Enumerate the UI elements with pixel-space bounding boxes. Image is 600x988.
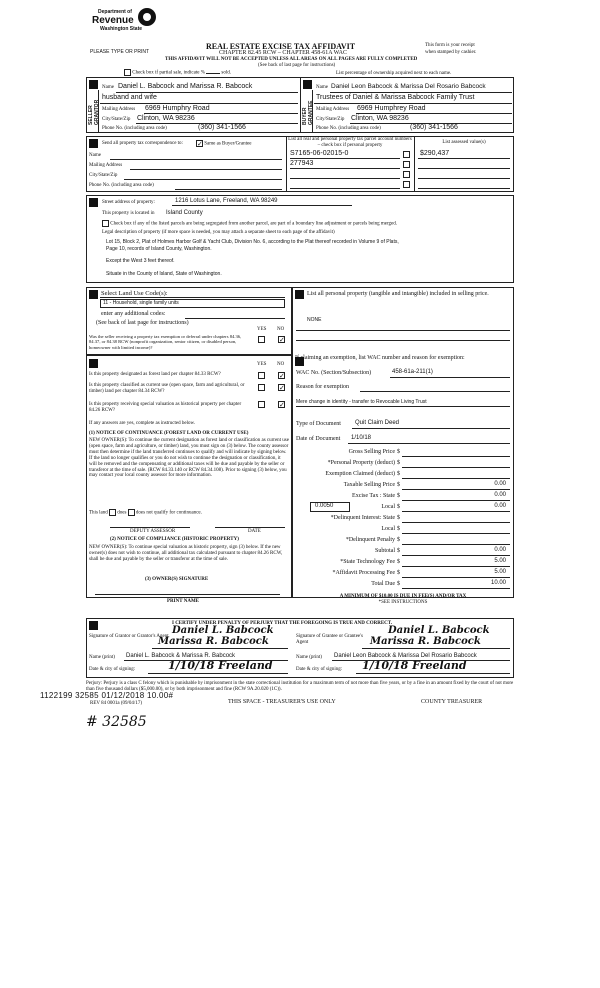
calc-value: 10.00 xyxy=(490,580,506,586)
reason-label: Reason for exemption xyxy=(296,384,349,390)
personal-property-value: NONE xyxy=(307,317,322,323)
segregated-row xyxy=(102,220,510,228)
calc-label: Taxable Selling Price xyxy=(343,482,395,488)
print-name-label: PRINT NAME xyxy=(167,599,199,604)
calc-value: 0.00 xyxy=(494,481,506,487)
recording-stamp: 1122199 32585 01/12/2018 10.00# xyxy=(40,691,174,700)
section-8-marker xyxy=(89,621,98,630)
seller-phone-label: Phone No. (including area code) xyxy=(102,126,167,131)
grantor-date-city: 1/10/18 Freeland xyxy=(168,659,273,672)
calc-row xyxy=(296,579,510,590)
partial-sale-checkbox[interactable] xyxy=(124,69,131,76)
seller-city: Clinton, WA 98236 xyxy=(137,115,195,122)
calc-row xyxy=(296,546,510,557)
minimum-note: A MINIMUM OF $10.00 IS DUE IN FEE(S) AND/OR TAX xyxy=(339,594,467,599)
does-not-checkbox[interactable] xyxy=(128,509,135,516)
handwritten-receipt-number: # 32585 xyxy=(86,714,147,730)
form-warning: THIS AFFIDAVIT WILL NOT BE ACCEPTED UNLESS ALL AREAS ON ALL PAGES ARE FULLY COMPLETED xyxy=(165,57,418,62)
calc-currency: $ xyxy=(397,515,400,521)
wac-label: WAC No. (Section/Subsection) xyxy=(296,370,372,376)
local-rate-field[interactable]: 0.0050 xyxy=(310,502,350,512)
does-label: does xyxy=(117,510,127,516)
deputy-assessor-label: DEPUTY ASSESSOR xyxy=(130,529,176,534)
calc-row xyxy=(296,513,510,524)
personal-property-label: List all personal property (tangible and intangible) included in selling price. xyxy=(307,291,489,297)
seller-mailing: 6969 Humphry Road xyxy=(145,105,210,112)
county-treasurer: COUNTY TREASURER xyxy=(421,699,483,705)
seller-name-label: Name xyxy=(102,85,114,90)
forest-no-checkbox[interactable] xyxy=(278,372,285,379)
seller-name: Daniel L. Babcock and Marissa R. Babcock xyxy=(118,83,253,90)
sec5-no-header: NO xyxy=(277,327,285,332)
receipt-note-2: when stamped by cashier. xyxy=(425,50,477,55)
sig-grantor-2: Marissa R. Babcock xyxy=(158,636,269,647)
calc-label: Subtotal xyxy=(374,548,395,554)
doc-type-value: Quit Claim Deed xyxy=(355,420,400,426)
buyer-mailing: 6969 Humphrey Road xyxy=(357,105,426,112)
calc-value: 0.00 xyxy=(494,547,506,553)
nonprofit-no-checkbox[interactable] xyxy=(278,336,285,343)
grantee-date-label: Date & city of signing: xyxy=(296,667,343,672)
grantor-print-name: Daniel L. Babcock & Marissa R. Babcock xyxy=(126,653,236,659)
same-as-label: Same as Buyer/Grantee xyxy=(204,141,252,147)
calc-currency: $ xyxy=(397,460,400,466)
assessed-1: $290,437 xyxy=(420,150,450,157)
sec3-mailing-label: Mailing Address xyxy=(89,163,123,168)
legal-1: Lot 15, Block 2, Plat of Holmes Harbor Golf & Yacht Club, Division No. 6, according to the Plat thereof recorded in Volume 9 of Plats, xyxy=(106,239,399,245)
calc-label: Local xyxy=(381,504,395,510)
logo-main: Revenue xyxy=(92,15,134,26)
calc-currency: $ xyxy=(397,581,400,587)
sec3-name-label: Name xyxy=(89,153,101,158)
does-not-label: does not xyxy=(135,510,153,516)
qualify-label: qualify for continuance. xyxy=(153,510,202,516)
calc-currency: $ xyxy=(397,471,400,477)
buyer-name-2: Trustees of Daniel & Marissa Babcock Family Trust xyxy=(316,94,475,101)
parcel-list-header: List all real and personal property tax parcel account numbers – check box if personal property xyxy=(288,137,412,148)
parcel-2-personal-checkbox[interactable] xyxy=(403,161,410,168)
land-use-code-field[interactable]: 11 - Household, single family units xyxy=(100,299,285,308)
segregated-checkbox[interactable] xyxy=(102,220,109,227)
exemption-label: If claiming an exemption, list WAC number and reason for exemption: xyxy=(295,355,465,361)
calc-row xyxy=(296,502,510,513)
calc-label: *State Technology Fee xyxy=(340,559,395,565)
calc-label: *Affidavit Processing Fee xyxy=(332,570,395,576)
legal-4: Situate in the County of Island, State of Washington. xyxy=(106,271,222,277)
parcel-4-personal-checkbox[interactable] xyxy=(403,181,410,188)
street-label: Street address of property: xyxy=(102,200,155,205)
q-current-use: Is this property classified as current use (open space, farm and agricultural, or timber) land per chapter 84.34 RCW? xyxy=(89,383,245,394)
calc-currency: $ xyxy=(397,570,400,576)
grantor-print-label: Name (print) xyxy=(89,655,115,660)
logo-emblem-icon xyxy=(138,8,156,26)
buyer-city: Clinton, WA 98236 xyxy=(351,115,409,122)
buyer-phone-label: Phone No. (including area code) xyxy=(316,126,381,131)
calc-row xyxy=(296,557,510,568)
calc-value: 5.00 xyxy=(494,569,506,575)
section-7-marker xyxy=(295,290,304,299)
dor-logo xyxy=(92,6,162,40)
notice1-title: (1) NOTICE OF CONTINUANCE (FOREST LAND OR CURRENT USE) xyxy=(89,431,249,436)
calc-label: Excise Tax : State xyxy=(352,493,395,499)
land-use-title: Select Land Use Code(s): xyxy=(101,290,168,297)
buyer-side-label: BUYER GRANTEE xyxy=(302,100,314,125)
continuance-row xyxy=(89,509,202,517)
section-6-marker xyxy=(89,359,98,368)
land-use-see-back: (See back of last page for instructions) xyxy=(96,320,189,326)
section-5-marker xyxy=(89,290,98,299)
calc-label: Exemption Claimed (deduct) xyxy=(325,471,395,477)
grantee-print-name: Daniel Leon Babcock & Marissa Del Rosario Babcock xyxy=(334,653,477,659)
see-back-note: (See back of last page for instructions) xyxy=(258,63,336,68)
legal-2: Page 10, records of Island County, Washington. xyxy=(106,246,212,252)
sec5-yes-header: YES xyxy=(257,327,267,332)
additional-codes-label: enter any additional codes: xyxy=(101,311,166,317)
calc-currency: $ xyxy=(397,449,400,455)
same-as-checkbox[interactable] xyxy=(196,140,203,147)
calc-label: Local xyxy=(381,526,395,532)
sig-grantee-2: Marissa R. Babcock xyxy=(370,636,481,647)
forest-yes-checkbox[interactable] xyxy=(258,372,265,379)
parcel-1-personal-checkbox[interactable] xyxy=(403,151,410,158)
see-instructions: *SEE INSTRUCTIONS xyxy=(378,600,428,605)
form-title: REAL ESTATE EXCISE TAX AFFIDAVIT xyxy=(206,42,356,51)
reason-value: Mere change in identity - transfer to Revocable Living Trust xyxy=(296,399,427,405)
buyer-phone: (360) 341-1566 xyxy=(410,124,458,131)
q-historic: Is this property receiving special valuation as historical property per chapter 84.26 RCW? xyxy=(89,402,242,413)
grantee-print-label: Name (print) xyxy=(296,655,322,660)
segregated-label: Check box if any of the listed parcels are being segregated from another parcel, are part of a boundary line adjustment or parcels being merged. xyxy=(110,221,397,227)
sold-label: sold. xyxy=(221,70,231,76)
notice2-title: (2) NOTICE OF COMPLIANCE (HISTORIC PROPERTY) xyxy=(110,537,239,542)
located-label: This property is located in xyxy=(102,211,155,216)
owner-signature-label: (3) OWNER(S) SIGNATURE xyxy=(145,577,209,582)
calc-row xyxy=(296,491,510,502)
calc-label: *Delinquent Interest: State xyxy=(330,515,395,521)
calc-currency: $ xyxy=(397,526,400,532)
sec3-phone-label: Phone No. (including area code) xyxy=(89,183,154,188)
pct-ownership-note: List percentage of ownership acquired next to each name. xyxy=(336,71,452,76)
parcel-1: S7165-06-02015-0 xyxy=(290,150,349,157)
street-value: 1216 Lotus Lane, Freeland, WA 98249 xyxy=(175,198,278,204)
sec6-yes-header: YES xyxy=(257,362,267,367)
logo-dept: Department of xyxy=(98,9,132,15)
treasurer-space: THIS SPACE - TREASURER'S USE ONLY xyxy=(228,699,336,705)
section-2-marker xyxy=(303,80,312,89)
doc-type-label: Type of Document xyxy=(296,421,341,427)
buyer-mailing-label: Mailing Address xyxy=(316,107,350,112)
tax-calc-rows xyxy=(296,447,510,587)
if-yes-note: If any answers are yes, complete as instructed below. xyxy=(89,421,196,426)
calc-row xyxy=(296,447,510,458)
parcel-3-personal-checkbox[interactable] xyxy=(403,171,410,178)
section-3-marker xyxy=(89,139,98,148)
grantor-date-label: Date & city of signing: xyxy=(89,667,136,672)
nonprofit-yes-checkbox[interactable] xyxy=(258,336,265,343)
calc-label: *Delinquent Penalty xyxy=(345,537,395,543)
please-type: PLEASE TYPE OR PRINT xyxy=(90,49,150,55)
logo-state: Washington State xyxy=(100,26,143,32)
calc-currency: $ xyxy=(397,504,400,510)
sec6-no-header: NO xyxy=(277,362,285,367)
calc-label: Total Due xyxy=(371,581,395,587)
q-nonprofit: Was the seller receiving a property tax exemption or deferral under chapters 84.36, 84.37, or 84.38 RCW (nonprofit organization, senior citizen, or disabled person, homeowner with limited income)? xyxy=(89,334,242,350)
legal-3: Except the West 3 feet thereof. xyxy=(106,258,175,264)
receipt-note-1: This form is your receipt xyxy=(425,43,475,48)
seller-name-2: husband and wife xyxy=(102,94,157,101)
buyer-name-label: Name xyxy=(316,85,328,90)
historic-no-checkbox[interactable] xyxy=(278,401,285,408)
calc-value: 0.00 xyxy=(494,503,506,509)
sig-grantor-1: Daniel L. Babcock xyxy=(172,625,274,636)
q-forest: Is this property designated as forest land per chapter 84.33 RCW? xyxy=(89,372,221,377)
perjury-note: Perjury: Perjury is a class C felony which is punishable by imprisonment in the state correctional institution for a maximum term of not more than five years, or by a fine in an amount fixed by the court of not more than five thousand dollars ($5,000.00), or by both imprisonment and fine (RCW 9A.20.020 (1C)). xyxy=(86,681,514,692)
calc-currency: $ xyxy=(397,548,400,554)
located-value: Island County xyxy=(166,210,203,216)
historic-yes-checkbox[interactable] xyxy=(258,401,265,408)
send-all-label: Send all property tax correspondence to: xyxy=(102,141,183,146)
calc-row xyxy=(296,568,510,579)
buyer-name: Daniel Leon Babcock & Marissa Del Rosario Babcock xyxy=(331,83,486,90)
section-1-marker xyxy=(89,80,98,89)
calc-currency: $ xyxy=(397,537,400,543)
doc-date-value: 1/10/18 xyxy=(351,435,372,441)
sec3-city-label: City/State/Zip xyxy=(89,173,118,178)
calc-label: Gross Selling Price xyxy=(348,449,395,455)
sig-grantee-1: Daniel L. Babcock xyxy=(388,625,490,636)
calc-row xyxy=(296,469,510,480)
deputy-date-label: DATE xyxy=(248,529,261,534)
rev-number: REV 84 0001a (09/04/17) xyxy=(90,701,142,706)
section-4-marker xyxy=(89,198,98,207)
seller-side-label: SELLER GRANTOR xyxy=(88,99,100,125)
calc-value: 5.00 xyxy=(494,558,506,564)
does-checkbox[interactable] xyxy=(109,509,116,516)
seller-mailing-label: Mailing Address xyxy=(102,107,136,112)
parcel-2: 277943 xyxy=(290,160,314,167)
calc-row xyxy=(296,480,510,491)
calc-currency: $ xyxy=(397,559,400,565)
calc-value: 0.00 xyxy=(494,492,506,498)
calc-row xyxy=(296,535,510,546)
notice1-body: NEW OWNER(S): To continue the current designation as forest land or classification as current use (open space, farm and agriculture, or timber) land, you must sign on (3) below. The county assessor must then determine if the land transferred continues to qualify and will indicate by signing below. If the land no longer qualifies or you do not wish to continue the designation or classification, it will be removed and the compensating or additional taxes will be due and payable by the seller or transferor at the time of sale. (RCW 84.33.140 or RCW 84.34.108). Prior to signing (3) below, you may contact your local county assessor for more information. xyxy=(89,438,289,479)
current-use-yes-checkbox[interactable] xyxy=(258,384,265,391)
certify-statement: I CERTIFY UNDER PENALTY OF PERJURY THAT THE FOREGOING IS TRUE AND CORRECT. xyxy=(172,621,393,626)
calc-currency: $ xyxy=(397,493,400,499)
same-as-row xyxy=(196,140,251,148)
notice2-body: NEW OWNER(S): To continue special valuation as historic property, sign (3) below. If the new owner(s) does not wish to continue, all additional tax calculated pursuant to chapter 84.26 RCW, shall be due and payable by the seller or transferor at the time of sale. xyxy=(89,545,283,562)
partial-sale-label: Check box if partial sale, indicate % xyxy=(132,70,205,76)
seller-city-label: City/State/Zip xyxy=(102,117,131,122)
grantee-date-city: 1/10/18 Freeland xyxy=(362,659,467,672)
calc-label: *Personal Property (deduct) xyxy=(327,460,395,466)
buyer-city-label: City/State/Zip xyxy=(316,117,345,122)
sig-grantor-label: Signature of Grantor or Grantor's Agent xyxy=(89,634,169,639)
assessed-header: List assessed value(s) xyxy=(442,140,486,145)
legal-label: Legal description of property (if more space is needed, you may attach a separate sheet to each page of the affidavit) xyxy=(102,230,335,235)
doc-date-label: Date of Document xyxy=(296,436,341,442)
current-use-no-checkbox[interactable] xyxy=(278,384,285,391)
partial-sale-row xyxy=(124,69,231,77)
wac-value: 458-61a-211(1) xyxy=(392,369,433,375)
seller-phone: (360) 341-1566 xyxy=(198,124,246,131)
calc-currency: $ xyxy=(397,482,400,488)
form-chapter: CHAPTER 82.45 RCW – CHAPTER 458-61A WAC xyxy=(219,50,347,56)
this-land-label: This land xyxy=(89,510,108,516)
calc-row xyxy=(296,458,510,469)
calc-row xyxy=(296,524,510,535)
sig-grantee-label: Signature of Grantee or Grantee's Agent xyxy=(296,634,363,645)
